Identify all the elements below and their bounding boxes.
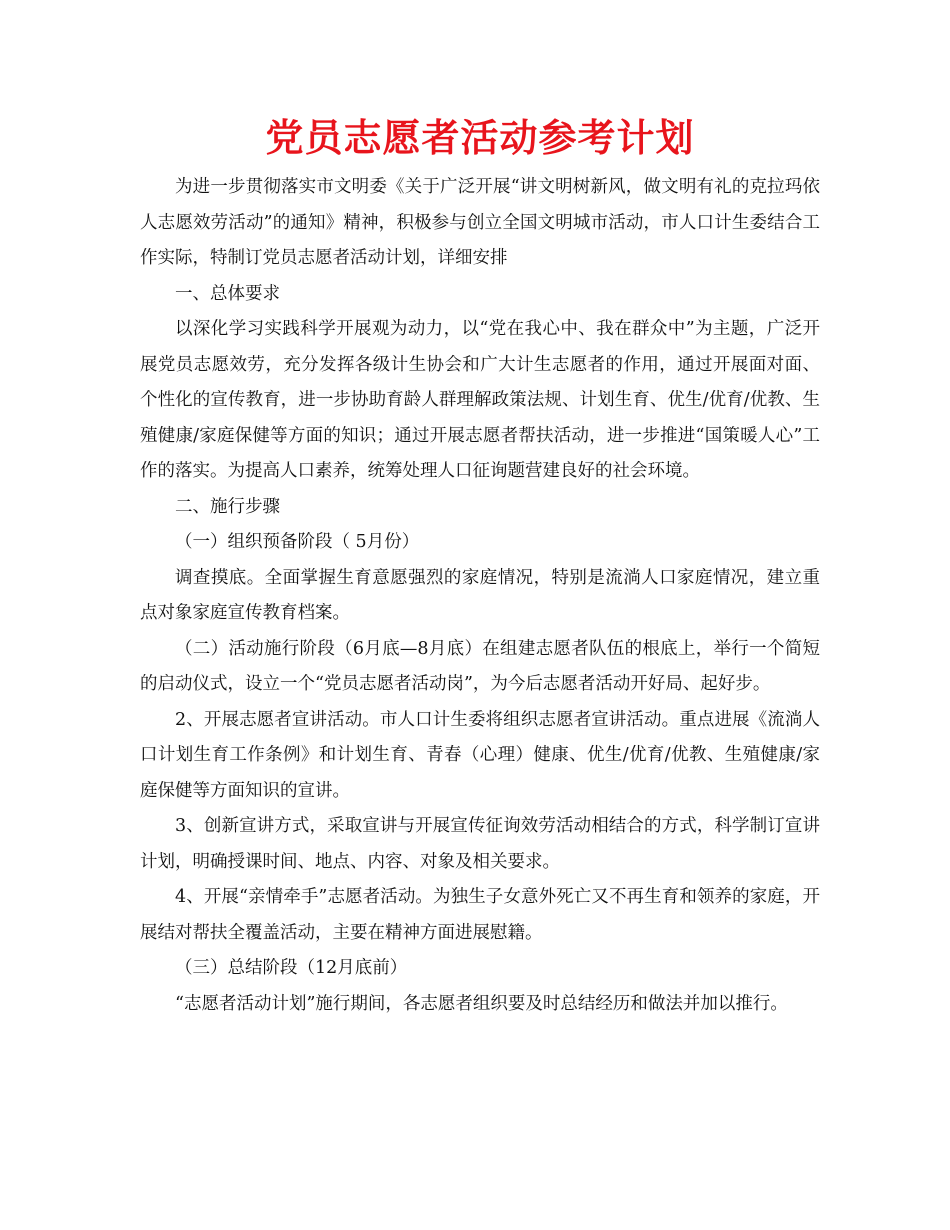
section-heading-implementation-steps: 二、施行步骤 [175, 496, 280, 517]
general-requirements-paragraph: 以深化学习实践科学开展观为动力，以“党在我心中、我在群众中”为主题，广泛开展党员志愿效劳，充分发挥各级计生协会和广大计生志愿者的作用，通过开展面对面、个性化的宣传教育，进一步协助育龄人群理解政策法规、计划生育、优生/优育/优教、生殖健康/家庭保健等方面的知识；通过开展志愿者帮扶活动，进一步推进“国策暖人心”工作的落实。为提高人口素养，统筹处理人口征询题营建良好的社会环境。 [140, 319, 820, 481]
lecture-activity-paragraph: 2、开展志愿者宣讲活动。市人口计生委将组织志愿者宣讲活动。重点进展《流淌人口计划生育工作条例》和计划生育、青春（心理）健康、优生/优育/优教、生殖健康/家庭保健等方面知识的宣讲。 [140, 709, 820, 801]
preparation-paragraph: 调查摸底。全面掌握生育意愿强烈的家庭情况，特别是流淌人口家庭情况，建立重点对象家庭宣传教育档案。 [140, 567, 820, 623]
subsection-heading-preparation: （一）组织预备阶段（ 5月份） [175, 532, 420, 552]
section-heading-general-requirements: 一、总体要求 [175, 283, 280, 304]
intro-paragraph: 为进一步贯彻落实市文明委《关于广泛开展“讲文明树新风，做文明有礼的克拉玛依人志愿效劳活动”的通知》精神，积极参与创立全国文明城市活动，市人口计生委结合工作实际，特制订党员志愿者活动计划，详细安排 [140, 177, 820, 268]
summary-paragraph: “志愿者活动计划”施行期间，各志愿者组织要及时总结经历和做法并加以推行。 [175, 993, 788, 1014]
family-support-paragraph: 4、开展“亲情牵手”志愿者活动。为独生子女意外死亡又不再生育和领养的家庭，开展结对帮扶全覆盖活动，主要在精神方面进展慰籍。 [140, 887, 820, 943]
implementation-paragraph: （二）活动施行阶段（6月底—8月底）在组建志愿者队伍的根底上，举行一个简短的启动仪式，设立一个“党员志愿者活动岗”，为今后志愿者活动开好局、起好步。 [140, 638, 820, 694]
subsection-heading-summary: （三）总结阶段（12月底前） [175, 958, 408, 978]
lecture-method-paragraph: 3、创新宣讲方式，采取宣讲与开展宣传征询效劳活动相结合的方式，科学制订宣讲计划，明确授课时间、地点、内容、对象及相关要求。 [140, 816, 820, 872]
document-title: 党员志愿者活动参考计划 [265, 115, 695, 160]
